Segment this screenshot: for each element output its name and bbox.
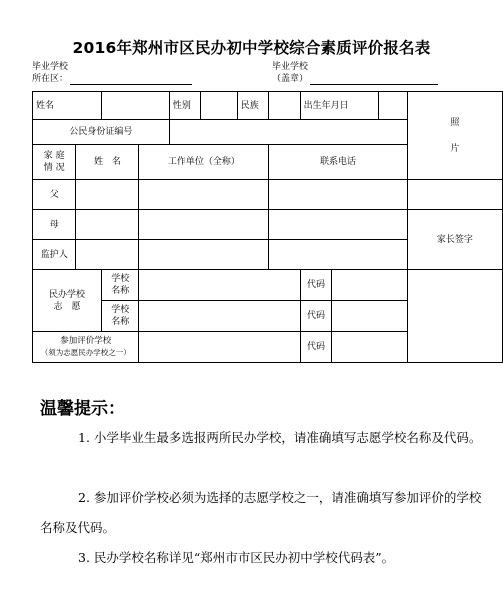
guardian-work-cell[interactable] [139,240,269,270]
school-label-line-2b: 名称 [111,317,130,327]
school-label-line-1b: 学校 [111,305,130,315]
registration-table [32,91,503,363]
ethnicity-label: 民族 [237,92,269,120]
guardian-phone-cell[interactable] [269,240,407,270]
evaluation-school-line-2: （须为志愿民办学校之一） [40,348,131,357]
photo-cell[interactable] [407,92,502,180]
school-name-cell-1[interactable] [139,270,300,301]
photo-label-2: 片 [450,143,460,154]
seal-blank-line[interactable] [310,84,438,85]
graduate-school-seal-label [272,61,308,85]
seal-label: （盖章） [272,74,309,84]
tips-heading: 温馨提示： [40,399,125,419]
code-cell-3[interactable] [332,332,407,363]
gender-cell[interactable] [201,92,237,120]
id-number-cell[interactable] [169,120,407,145]
guardian-name-cell[interactable] [76,240,139,270]
code-label-3: 代码 [300,332,332,363]
mother-work-cell[interactable] [139,210,269,240]
family-info-label [33,145,76,180]
code-cell-1[interactable] [332,270,407,301]
school-name-label-1 [102,270,139,301]
evaluation-school-line-1: 参加评价学校 [60,336,112,346]
father-name-cell[interactable] [76,180,139,210]
ethnicity-cell[interactable] [269,92,300,120]
graduate-school-district-label [32,61,68,85]
code-cell-2[interactable] [332,301,407,332]
school-label-line-2: 名称 [111,286,130,296]
district-label: 所在区： [32,74,69,84]
school-name-label-2 [102,301,139,332]
tip-item-1: 1. 小学毕业生最多选报两所民办学校，请准确填写志愿学校名称及代码。 [78,430,482,445]
tip-item-3: 3. 民办学校名称详见“郑州市市区民办初中学校代码表”。 [78,550,395,565]
phone-header: 联系电话 [269,145,407,180]
family-label-line-2: 情 况 [43,163,65,173]
birth-date-cell[interactable] [379,92,407,120]
tip-item-2: 2. 参加评价学校必须为选择的志愿学校之一，请准确填写参加评价的学校名称及代码。 [40,490,482,535]
father-phone-cell[interactable] [269,180,407,210]
gender-label: 性别 [169,92,201,120]
parent-signature-cell[interactable]: 家长签字 [407,210,502,270]
id-number-label: 公民身份证编号 [33,120,170,145]
school-name-cell-2[interactable] [139,301,300,332]
photo-blank-cell [407,180,502,210]
signature-blank-cell[interactable] [407,270,502,363]
name-label: 姓名 [33,92,102,120]
father-label: 父 [33,180,76,210]
mother-name-cell[interactable] [76,210,139,240]
mother-label: 母 [33,210,76,240]
photo-label-1: 照 [450,117,460,128]
family-label-line-1: 家 庭 [43,151,65,161]
private-school-label-line-1: 民办学校 [48,289,85,300]
school-label-line-1: 学校 [111,274,130,284]
code-label-2: 代码 [300,301,332,332]
evaluation-school-cell[interactable] [139,332,300,363]
work-unit-header: 工作单位（全称） [139,145,269,180]
father-work-cell[interactable] [139,180,269,210]
district-blank-line[interactable] [70,84,192,85]
mother-phone-cell[interactable] [269,210,407,240]
graduate-school-label: 毕业学校 [32,62,69,72]
private-school-choice-label [33,270,102,332]
evaluation-school-label [33,332,139,363]
guardian-label: 监护人 [33,240,76,270]
name-cell[interactable] [102,92,170,120]
member-name-header: 姓 名 [76,145,139,180]
graduate-school-label-2: 毕业学校 [272,62,309,72]
private-school-label-line-2: 志 愿 [53,301,81,312]
form-title: 2016年郑州市区民办初中学校综合素质评价报名表 [72,39,431,57]
birth-date-label: 出生年月日 [300,92,379,120]
code-label-1: 代码 [300,270,332,301]
